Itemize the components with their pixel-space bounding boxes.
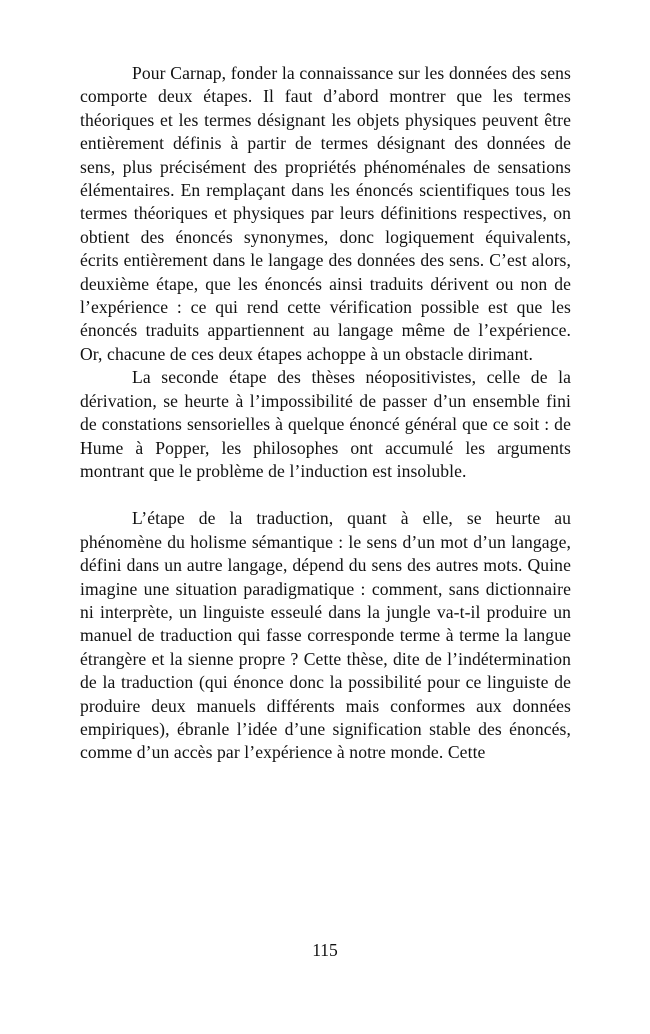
paragraph-3: L’étape de la traduction, quant à elle, se heurte au phénomène du holisme sémantique : le sens d’un mot d’un langage, défini dans un autre langage, dépend du sens des autres mots. Quine imagine une situation paradigmatique : comment, sans dictionnaire ni interprète, un linguiste esseulé dans la jungle va-t-il produire un manuel de traduction qui fasse corresponde terme à terme la langue étrangère et la sienne propre ? Cette thèse, dite de l’indétermination de la traduction (qui énonce donc la possibilité pour ce linguiste de produire deux manuels différents mais conformes aux données empiriques), ébranle l’idée d’une signification stable des énoncés, comme d’un accès par l’expérience à notre monde. Cette	[80, 508, 571, 763]
paragraph-1: Pour Carnap, fonder la connaissance sur les données des sens comporte deux étapes. Il faut d’abord montrer que les termes théoriques et les termes désignant les objets physiques peuvent être entièrement définis à partir de termes désignant des données de sens, plus précisément des propriétés phénoménales de sensations élémentaires. En remplaçant dans les énoncés scientifiques tous les termes théoriques et physiques par leurs définitions respectives, on obtient des énoncés synonymes, donc logiquement équivalents, écrits entièrement dans le langage des données des sens. C’est alors, deuxième étape, que les énoncés ainsi traduits dérivent ou non de l’expérience : ce qui rend cette vérification possible est que les énoncés traduits appartiennent au langage même de l’expérience. Or, chacune de ces deux étapes achoppe à un obstacle dirimant.	[80, 63, 571, 364]
page-number: 115	[312, 940, 338, 960]
paragraph-2: La seconde étape des thèses néopositivistes, celle de la dérivation, se heurte à l’impossibilité de passer d’un ensemble fini de constations sensorielles à quelque énoncé général que ce soit : de Hume à Popper, les philosophes ont accumulé les arguments montrant que le problème de l’induction est insoluble.	[80, 367, 571, 481]
body-text	[80, 62, 571, 765]
